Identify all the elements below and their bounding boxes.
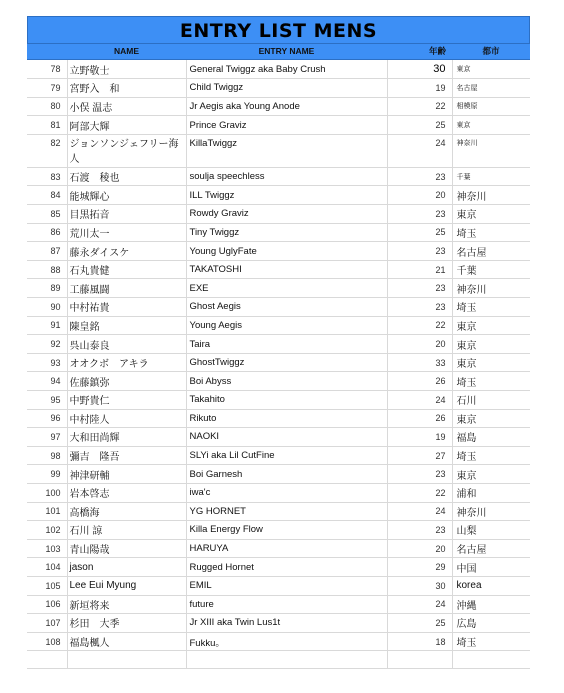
row-number: 80 [27,97,67,116]
entry-name: Takahito [186,391,387,410]
row-number: 94 [27,372,67,391]
entry-name: NAOKI [186,428,387,447]
entrant-name: 立野敬士 [67,60,186,79]
entrant-age: 22 [387,97,452,116]
entry-name: Boi Abyss [186,372,387,391]
empty-row [27,651,530,669]
entrant-city: 東京 [452,116,530,135]
entrant-city: 埼玉 [452,446,530,465]
entrant-name: 荒川太一 [67,223,186,242]
entrant-age: 25 [387,116,452,135]
entrant-city: 浦和 [452,483,530,502]
entrant-city: 沖縄 [452,595,530,614]
entrant-city: 名古屋 [452,242,530,261]
entrant-city: 相模原 [452,97,530,116]
entrant-age: 22 [387,483,452,502]
entrant-city: 千葉 [452,260,530,279]
entrant-name: 佐藤鎮弥 [67,372,186,391]
row-number: 107 [27,614,67,633]
entrant-age: 27 [387,446,452,465]
header-city: 都市 [482,46,500,56]
entrant-name: 大和田尚輝 [67,428,186,447]
entrant-name: 中村祐貴 [67,298,186,317]
entrant-name: 神津研輔 [67,465,186,484]
table-row [27,632,530,651]
entrant-age: 23 [387,521,452,540]
entry-name: Jr Aegis aka Young Anode [186,97,387,116]
table-row [27,614,530,633]
entrant-name: 陳皇銘 [67,316,186,335]
entry-name: Taira [186,335,387,354]
table-row [27,223,530,242]
entry-name: EXE [186,279,387,298]
row-number: 85 [27,205,67,224]
entrant-age: 23 [387,167,452,186]
entrant-city: 東京 [452,316,530,335]
entrant-name: 石川 諒 [67,521,186,540]
entrant-city: 名古屋 [452,539,530,558]
entrant-age: 23 [387,465,452,484]
entrant-name: 福島楓人 [67,632,186,651]
row-number: 101 [27,502,67,521]
header-entry-name: ENTRY NAME [258,46,315,56]
table-row [27,134,530,167]
entrant-age: 30 [387,576,452,595]
header-name: NAME [113,46,140,56]
row-number: 98 [27,446,67,465]
entry-table [27,60,530,669]
entrant-age: 24 [387,595,452,614]
entrant-age: 26 [387,409,452,428]
entrant-city: 神奈川 [452,279,530,298]
entrant-age: 20 [387,335,452,354]
entry-name: future [186,595,387,614]
table-row [27,298,530,317]
entrant-name: 藤永ダイスケ [67,242,186,261]
row-number: 93 [27,353,67,372]
table-row [27,595,530,614]
table-row [27,335,530,354]
entrant-city: 東京 [452,409,530,428]
entry-name: soulja speechless [186,167,387,186]
entrant-city: 神奈川 [452,502,530,521]
entrant-city: 埼玉 [452,298,530,317]
entrant-age: 30 [387,60,452,79]
entry-name: Ghost Aegis [186,298,387,317]
row-number: 95 [27,391,67,410]
row-number: 91 [27,316,67,335]
entry-name: Prince Graviz [186,116,387,135]
entrant-name: 青山陽哉 [67,539,186,558]
empty-cell [67,651,186,669]
entry-name: Young UglyFate [186,242,387,261]
entrant-age: 33 [387,353,452,372]
table-row [27,167,530,186]
entrant-age: 22 [387,316,452,335]
entry-name: Rugged Hornet [186,558,387,577]
entry-name: TAKATOSHI [186,260,387,279]
table-row [27,409,530,428]
table-row [27,576,530,595]
entry-name: Tiny Twiggz [186,223,387,242]
table-row [27,353,530,372]
entry-name: Young Aegis [186,316,387,335]
column-header-row [27,44,530,60]
row-number: 87 [27,242,67,261]
entry-name: HARUYA [186,539,387,558]
entry-name: KillaTwiggz [186,134,387,167]
entrant-age: 19 [387,428,452,447]
entrant-name: Lee Eui Myung [67,576,186,595]
entrant-name: 杉田 大季 [67,614,186,633]
table-row [27,242,530,261]
table-row [27,116,530,135]
entrant-city: 東京 [452,335,530,354]
row-number: 89 [27,279,67,298]
header-age: 年齢 [428,46,446,56]
entry-name: Boi Garnesh [186,465,387,484]
entrant-age: 19 [387,79,452,98]
entrant-city: 埼玉 [452,632,530,651]
sheet-title: ENTRY LIST MENS [27,16,530,44]
row-number: 78 [27,60,67,79]
entrant-name: オオクボ アキラ [67,353,186,372]
entrant-name: 石丸貴健 [67,260,186,279]
header-number [27,44,67,59]
table-row [27,502,530,521]
table-row [27,316,530,335]
row-number: 106 [27,595,67,614]
entrant-age: 26 [387,372,452,391]
entrant-age: 25 [387,223,452,242]
entry-name: Jr XIII aka Twin Lus1t [186,614,387,633]
row-number: 84 [27,186,67,205]
entrant-age: 18 [387,632,452,651]
entrant-age: 21 [387,260,452,279]
entrant-age: 29 [387,558,452,577]
empty-cell [452,651,530,669]
table-row [27,186,530,205]
table-row [27,521,530,540]
entrant-name: 呉山泰良 [67,335,186,354]
entrant-name: 能城輝心 [67,186,186,205]
entry-name: iwa'c [186,483,387,502]
row-number: 92 [27,335,67,354]
row-number: 103 [27,539,67,558]
row-number: 104 [27,558,67,577]
table-row [27,279,530,298]
entrant-city: 広島 [452,614,530,633]
entrant-name: 新垣将来 [67,595,186,614]
entrant-name: 中村陸人 [67,409,186,428]
entrant-age: 23 [387,279,452,298]
entrant-age: 23 [387,298,452,317]
entrant-name: 小俣 温志 [67,97,186,116]
row-number: 83 [27,167,67,186]
entrant-city: 千葉 [452,167,530,186]
entrant-name: 彌吉 隆吾 [67,446,186,465]
row-number: 96 [27,409,67,428]
row-number: 105 [27,576,67,595]
entry-name: Rikuto [186,409,387,428]
entrant-name: jason [67,558,186,577]
table-row [27,372,530,391]
entry-name: SLYi aka Lil CutFine [186,446,387,465]
table-row [27,428,530,447]
entrant-name: 高橋海 [67,502,186,521]
entrant-city: 東京 [452,353,530,372]
entrant-city: 神奈川 [452,134,530,167]
table-row [27,539,530,558]
entrant-age: 24 [387,391,452,410]
table-row [27,97,530,116]
table-row [27,446,530,465]
row-number: 86 [27,223,67,242]
entry-name: ILL Twiggz [186,186,387,205]
entrant-name: 工藤風闘 [67,279,186,298]
entry-list-sheet [27,16,530,669]
row-number: 99 [27,465,67,484]
entrant-age: 20 [387,186,452,205]
entrant-name: 阿部大輝 [67,116,186,135]
empty-cell [27,651,67,669]
entrant-name: 目黒拓音 [67,205,186,224]
entry-name: General Twiggz aka Baby Crush [186,60,387,79]
entrant-city: 山梨 [452,521,530,540]
entrant-name: 中野貴仁 [67,391,186,410]
entrant-city: 石川 [452,391,530,410]
entrant-city: 東京 [452,60,530,79]
entrant-city: korea [452,576,530,595]
entry-name: GhostTwiggz [186,353,387,372]
entry-name: Fukku。 [186,632,387,651]
entrant-city: 埼玉 [452,372,530,391]
table-row [27,60,530,79]
entrant-name: 石渡 稜也 [67,167,186,186]
row-number: 88 [27,260,67,279]
entry-name: Child Twiggz [186,79,387,98]
row-number: 90 [27,298,67,317]
row-number: 82 [27,134,67,167]
row-number: 102 [27,521,67,540]
entry-name: EMIL [186,576,387,595]
table-row [27,391,530,410]
entrant-name: 宮野入 和 [67,79,186,98]
entrant-city: 中国 [452,558,530,577]
empty-cell [387,651,452,669]
table-row [27,260,530,279]
entrant-age: 24 [387,502,452,521]
table-row [27,465,530,484]
row-number: 81 [27,116,67,135]
entry-name: YG HORNET [186,502,387,521]
table-row [27,483,530,502]
entrant-city: 埼玉 [452,223,530,242]
entrant-age: 23 [387,205,452,224]
entrant-city: 名古屋 [452,79,530,98]
entry-name: Killa Energy Flow [186,521,387,540]
entrant-city: 神奈川 [452,186,530,205]
row-number: 79 [27,79,67,98]
entry-name: Rowdy Graviz [186,205,387,224]
empty-cell [186,651,387,669]
entrant-city: 東京 [452,205,530,224]
entrant-age: 24 [387,134,452,167]
row-number: 97 [27,428,67,447]
entrant-age: 25 [387,614,452,633]
table-row [27,79,530,98]
entrant-name: ジョンソンジェフリー海人 [67,134,186,167]
entrant-city: 東京 [452,465,530,484]
entrant-age: 23 [387,242,452,261]
entrant-age: 20 [387,539,452,558]
entrant-city: 福島 [452,428,530,447]
table-row [27,205,530,224]
row-number: 100 [27,483,67,502]
table-row [27,558,530,577]
entrant-name: 岩本啓志 [67,483,186,502]
row-number: 108 [27,632,67,651]
